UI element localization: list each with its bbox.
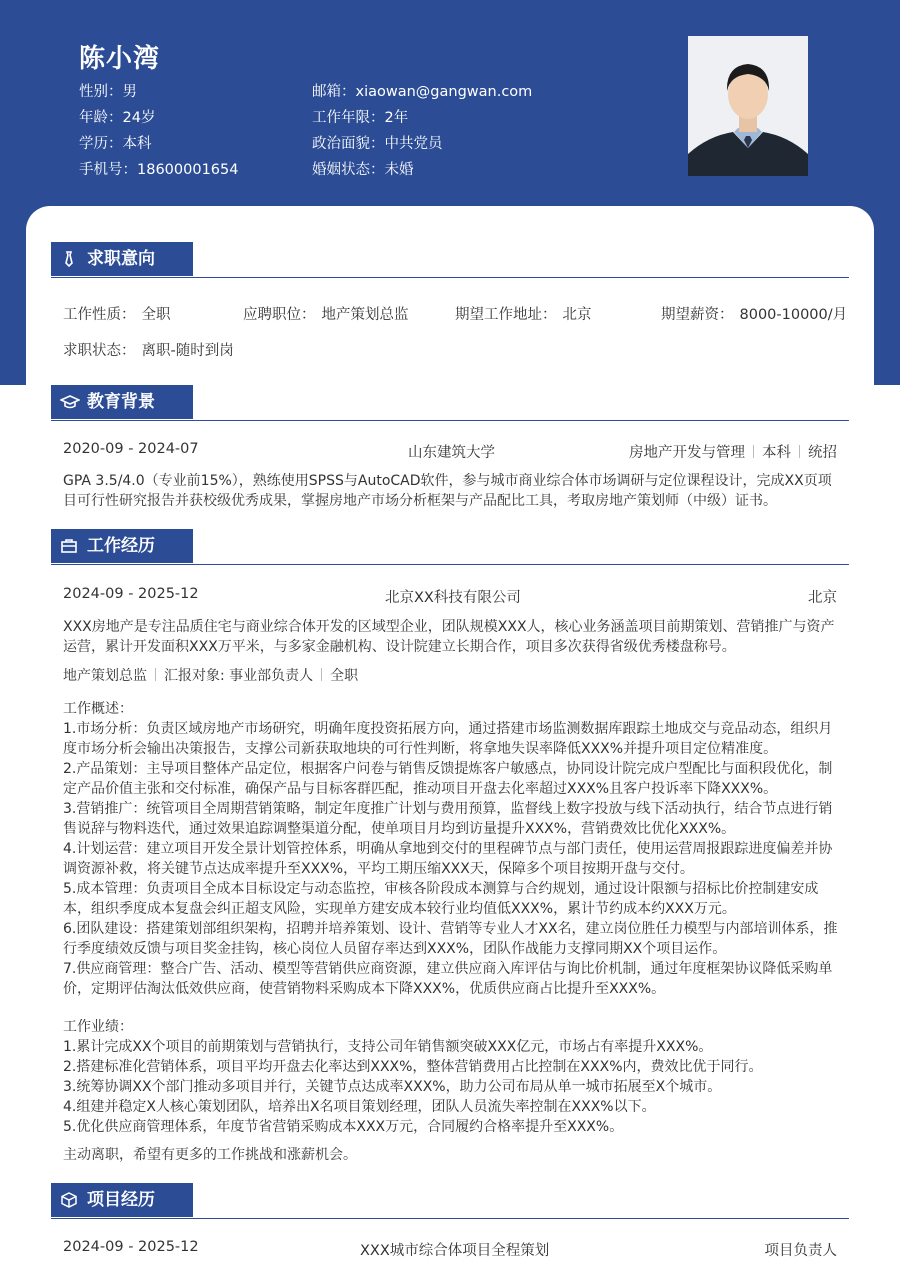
- intent-nature: 工作性质： 全职: [63, 307, 171, 323]
- overview-item: 5.成本管理：负责项目全成本目标设定与动态监控，审核各阶段成本测算与合约规划，通过设计限额与招标比价控制建安成本，组织季度成本复盘会纠正超支风险，实现单方建安成本较行业均值低XXX%，累计节约成本约XXX万元。: [63, 881, 819, 917]
- basic-info-left: [79, 79, 238, 183]
- education-major: 房地产开发与管理: [629, 445, 745, 461]
- briefcase-icon: [60, 537, 78, 555]
- basic-info-right: [312, 79, 532, 183]
- graduation-cap-icon: [60, 393, 80, 411]
- resume-header: [0, 0, 900, 206]
- section-project: [51, 1183, 849, 1219]
- section-project-title: 项目经历: [87, 1190, 155, 1210]
- email: 邮箱：xiaowan@gangwan.com: [312, 84, 533, 100]
- overview-item: 3.营销推广：统管项目全周期营销策略，制定年度推广计划与费用预算，监督线上数字投放与线下活动执行，结合节点进行销售说辞与物料迭代，通过效果追踪调整渠道分配，使单项目月均到访量提升XXX%，营销费效比优化XXX%。: [63, 801, 833, 837]
- intent-status: 求职状态： 离职-随时到岗: [63, 343, 234, 359]
- education-degree: 本科: [762, 445, 791, 461]
- work-type: 全职: [330, 668, 359, 684]
- achievement-item: 5.优化供应商管理体系，年度节省营销采购成本XXX万元，合同履约合格率提升至XXX%。: [63, 1119, 624, 1135]
- project-name: XXX城市综合体项目全程策划: [360, 1243, 550, 1259]
- section-education: [51, 385, 849, 421]
- achievement-item: 2.搭建标准化营销体系，项目平均开盘去化率达到XXX%，整体营销费用占比控制在XXX%内，费效比优于同行。: [63, 1059, 763, 1075]
- project-period: 2024-09 - 2025-12: [63, 1239, 199, 1255]
- achievement-item: 4.组建并稳定X人核心策划团队，培养出X名项目策划经理，团队人员流失率控制在XXX%以下。: [63, 1099, 656, 1115]
- phone: 手机号：18600001654: [79, 162, 239, 178]
- project-role: 项目负责人: [764, 1243, 837, 1259]
- work-company: 北京XX科技有限公司: [385, 590, 521, 606]
- work-years: 工作年限：2年: [312, 110, 409, 126]
- section-intent-title: 求职意向: [87, 249, 155, 269]
- achievement-item: 1.累计完成XX个项目的前期策划与营销执行，支持公司年销售额突破XXX亿元，市场占有率提升XXX%。: [63, 1039, 713, 1055]
- marital-status: 婚姻状态：未婚: [312, 162, 414, 178]
- section-education-title: 教育背景: [87, 392, 155, 412]
- overview-item: 7.供应商管理：整合广告、活动、模型等营销供应商资源，建立供应商入库评估与询比价机制，通过年度框架协议降低采购单价，定期评估淘汰低效供应商，使营销物料采购成本下降XXX%，优质供应商占比提升至XXX%。: [63, 961, 833, 997]
- work-report: 汇报对象: 事业部负责人: [164, 668, 314, 684]
- overview-item: 1.市场分析：负责区域房地产市场研究，明确年度投资拓展方向，通过搭建市场监测数据库跟踪土地成交与竞品动态，组织月度市场分析会输出决策报告，支撑公司新获取地块的可行性判断，将拿地失误率降低XXX%并提升项目定位精准度。: [63, 721, 833, 757]
- education-description: GPA 3.5/4.0（专业前15%），熟练使用SPSS与AutoCAD软件，参与城市商业综合体市场调研与定位课程设计，完成XX页项目可行性研究报告并获校级优秀成果，掌握房地产市场分析框架与产品配比工具，考取房地产策划师（中级）证书。: [63, 473, 832, 509]
- work-role: 地产策划总监: [63, 668, 147, 684]
- education-level: 学历：本科: [79, 136, 152, 152]
- intent-salary: 期望薪资： 8000-10000/月: [661, 307, 848, 323]
- work-achievements: [63, 1017, 839, 1137]
- intent-city: 期望工作地址： 北京: [455, 307, 592, 323]
- overview-item: 2.产品策划：主导项目整体产品定位，根据客户问卷与销售反馈提炼客户敏感点，协同设计院完成户型配比与面积段优化，制定产品价值主张和交付标准，确保产品与目标客群匹配，推动项目开盘去化率超过XXX%且客户投诉率下降XXX%。: [63, 761, 833, 797]
- political-status: 政治面貌：中共党员: [312, 136, 443, 152]
- company-description: XXX房地产是专注品质住宅与商业综合体开发的区域型企业，团队规模XXX人，核心业务涵盖项目前期策划、营销推广与资产运营，累计开发面积XXX万平米，与多家金融机构、设计院建立长期合作，项目多次获得省级优秀楼盘称号。: [63, 619, 835, 655]
- intent-position: 应聘职位： 地产策划总监: [243, 307, 409, 323]
- overview-title: 工作概述：: [63, 701, 133, 717]
- education-meta: [629, 441, 837, 462]
- cube-icon: [60, 1191, 78, 1209]
- overview-item: 6.团队建设：搭建策划部组织架构，招聘并培养策划、设计、营销等专业人才XX名，建立岗位胜任力模型与内部培训体系，推行季度绩效反馈与项目奖金挂钩，核心岗位人员留存率达到XXX%，团队作战能力支撑同期XX个项目运作。: [63, 921, 838, 957]
- candidate-name: 陈小湾: [79, 44, 161, 74]
- education-type: 统招: [808, 445, 837, 461]
- education-period: 2020-09 - 2024-07: [63, 441, 199, 457]
- section-intent: [51, 242, 849, 278]
- overview-item: 4.计划运营：建立项目开发全景计划管控体系，明确从拿地到交付的里程碑节点与部门责任，使用运营周报跟踪进度偏差并协调资源补救，将关键节点达成率提升至XXX%，平均工期压缩XXX天，保障多个项目按期开盘与交付。: [63, 841, 833, 877]
- section-work-title: 工作经历: [87, 536, 155, 556]
- leave-reason: 主动离职，希望有更多的工作挑战和涨薪机会。: [63, 1147, 357, 1163]
- education-school: 山东建筑大学: [408, 445, 495, 461]
- work-role-line: [63, 665, 358, 685]
- work-period: 2024-09 - 2025-12: [63, 586, 199, 602]
- achievement-title: 工作业绩：: [63, 1019, 133, 1035]
- achievement-item: 3.统筹协调XX个部门推动多项目并行，关键节点达成率XXX%，助力公司布局从单一城市拓展至X个城市。: [63, 1079, 722, 1095]
- section-work: [51, 529, 849, 565]
- work-overview: [63, 699, 839, 999]
- gender: 性别：男: [79, 84, 137, 100]
- work-city: 北京: [808, 590, 837, 606]
- profile-photo: [688, 36, 808, 176]
- age: 年龄：24岁: [79, 110, 156, 126]
- tie-icon: [60, 250, 78, 268]
